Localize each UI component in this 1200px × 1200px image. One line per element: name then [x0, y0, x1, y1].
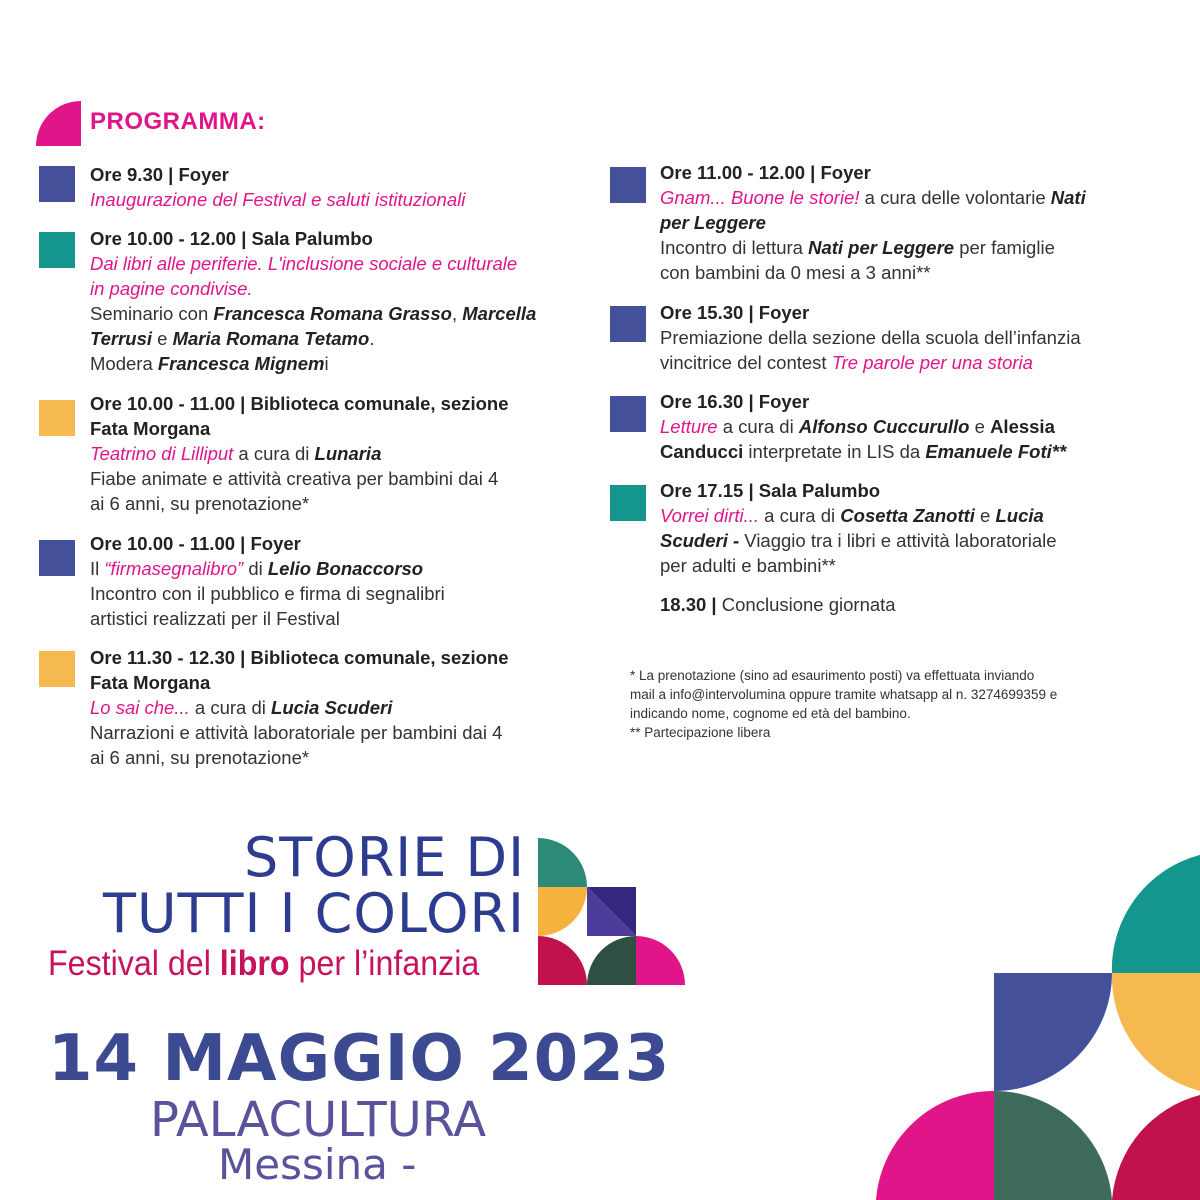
logo-shape-yellow — [538, 887, 587, 936]
logo-shape-crimson — [538, 936, 587, 985]
entry-desc: Scuderi - Viaggio tra i libri e attività laboratoriale — [660, 530, 1057, 551]
entry-marker-indigo — [610, 167, 646, 203]
program-entry — [90, 226, 600, 376]
deco-magenta-quarter — [876, 1091, 994, 1200]
entry-desc: Incontro con il pubblico e firma di segnalibri — [90, 583, 445, 604]
logo-shape-magenta — [636, 936, 685, 985]
deco-teal-circle — [1112, 855, 1200, 973]
entry-desc: ai 6 anni, su prenotazione* — [90, 493, 310, 514]
program-entry — [660, 300, 1170, 375]
event-venue: PALACULTURA — [150, 1092, 487, 1148]
entry-marker-indigo — [610, 306, 646, 342]
entry-time: Ore 11.00 - 12.00 | Foyer — [660, 162, 871, 183]
entry-desc: Fiabe animate e attività creativa per bambini dai 4 — [90, 468, 499, 489]
corner-decoration — [870, 855, 1200, 1200]
entry-title-line: Vorrei dirti... a cura di Cosetta Zanotti e Lucia — [660, 505, 1044, 526]
speaker-name: Marcella — [462, 303, 537, 324]
entry-title-cont: in pagine condivise. — [90, 278, 253, 299]
entry-marker-teal — [610, 485, 646, 521]
moderator-name: Francesca Mignem — [157, 353, 325, 374]
speaker-name: Terrusi — [90, 328, 153, 349]
entry-time: Ore 17.15 | Sala Palumbo — [660, 480, 881, 501]
entry-desc: Narrazioni e attività laboratoriale per bambini dai 4 — [90, 722, 503, 743]
speaker-name: Maria Romana Tetamo — [172, 328, 370, 349]
logo-line-2: TUTTI I COLORI — [102, 882, 525, 945]
entry-title-line: Teatrino di Lilliput a cura di Lunaria — [90, 443, 382, 464]
entry-time: Ore 10.00 - 12.00 | Sala Palumbo — [90, 228, 373, 249]
entry-marker-indigo — [39, 166, 75, 202]
entry-desc: Incontro di lettura Nati per Leggere per famiglie — [660, 237, 1055, 258]
closing-entry: 18.30 | Conclusione giornata — [660, 594, 896, 615]
entry-desc: Premiazione della sezione della scuola dell’infanzia — [660, 327, 1081, 348]
entry-desc: Canducci interpretate in LIS da Emanuele Foti** — [660, 441, 1067, 462]
entry-title-line: Il “firmasegnalibro” di Lelio Bonaccorso — [90, 558, 424, 579]
program-entry — [90, 391, 600, 516]
logo-shape-darkgreen — [587, 936, 636, 985]
entry-time: Ore 16.30 | Foyer — [660, 391, 810, 412]
festival-logo-subtitle: Festival del libro per l’infanzia — [48, 944, 480, 983]
entry-title-line: Lo sai che... a cura di Lucia Scuderi — [90, 697, 393, 718]
programma-quarter-circle-decoration — [36, 101, 81, 146]
entry-desc: ai 6 anni, su prenotazione* — [90, 747, 310, 768]
footnotes — [630, 666, 1170, 742]
entry-desc: Modera Francesca Mignemi — [90, 353, 329, 374]
entry-desc: Terrusi e Maria Romana Tetamo. — [90, 328, 375, 349]
logo-shape-teal — [538, 838, 587, 887]
deco-crimson-quarter — [1112, 1095, 1200, 1200]
footnote-booking: * La prenotazione (sino ad esaurimento posti) va effettuata inviando — [630, 668, 1035, 683]
entry-marker-teal — [39, 232, 75, 268]
entry-location: Fata Morgana — [90, 672, 211, 693]
entry-desc: con bambini da 0 mesi a 3 anni** — [660, 262, 931, 283]
entry-desc: vincitrice del contest Tre parole per una storia — [660, 352, 1033, 373]
deco-indigo-quarter — [994, 973, 1112, 1091]
entry-time: Ore 11.30 - 12.30 | Biblioteca comunale, sezione — [90, 647, 509, 668]
entry-desc: artistici realizzati per il Festival — [90, 608, 340, 629]
footnote-booking-cont: indicando nome, cognome ed età del bambino. — [630, 706, 911, 721]
entry-marker-indigo — [39, 540, 75, 576]
entry-location: Fata Morgana — [90, 418, 211, 439]
entry-time: Ore 10.00 - 11.00 | Biblioteca comunale, sezione — [90, 393, 509, 414]
deco-green-quarter — [994, 1091, 1112, 1200]
footnote-free-entry: ** Partecipazione libera — [630, 725, 771, 740]
event-date: 14 MAGGIO 2023 — [48, 1022, 671, 1096]
entry-time: Ore 9.30 | Foyer — [90, 164, 229, 185]
entry-time: Ore 10.00 - 11.00 | Foyer — [90, 533, 301, 554]
speaker-name: Francesca Romana Grasso — [213, 303, 452, 324]
organizer-name: per Leggere — [660, 212, 766, 233]
entry-title: Dai libri alle periferie. L'inclusione sociale e culturale — [90, 253, 518, 274]
program-title: PROGRAMMA: — [90, 108, 266, 135]
entry-marker-indigo — [610, 396, 646, 432]
entry-marker-yellow — [39, 651, 75, 687]
program-entry — [90, 162, 600, 212]
entry-title-line: Gnam... Buone le storie! a cura delle volontarie Nati — [660, 187, 1086, 208]
program-entry — [90, 645, 600, 770]
program-entry — [660, 478, 1170, 578]
entry-desc: per adulti e bambini** — [660, 555, 836, 576]
logo-line-1: STORIE DI — [243, 826, 525, 889]
program-entry — [660, 389, 1170, 464]
entry-title-line: Letture a cura di Alfonso Cuccurullo e Alessia — [660, 416, 1055, 437]
entry-title: Inaugurazione del Festival e saluti istituzionali — [90, 189, 466, 210]
program-entry — [90, 531, 600, 631]
entry-desc: Seminario con Francesca Romana Grasso, Marcella — [90, 303, 537, 324]
logo-geometric-mark — [538, 838, 688, 988]
festival-logo-title — [50, 826, 525, 945]
entry-marker-yellow — [39, 400, 75, 436]
deco-yellow-quarter — [1112, 973, 1200, 1091]
entry-time: Ore 15.30 | Foyer — [660, 302, 810, 323]
event-city: Messina - — [218, 1140, 417, 1189]
program-entry — [660, 160, 1170, 285]
footnote-booking-cont: mail a info@intervolumina oppure tramite whatsapp al n. 3274699359 e — [630, 687, 1058, 702]
